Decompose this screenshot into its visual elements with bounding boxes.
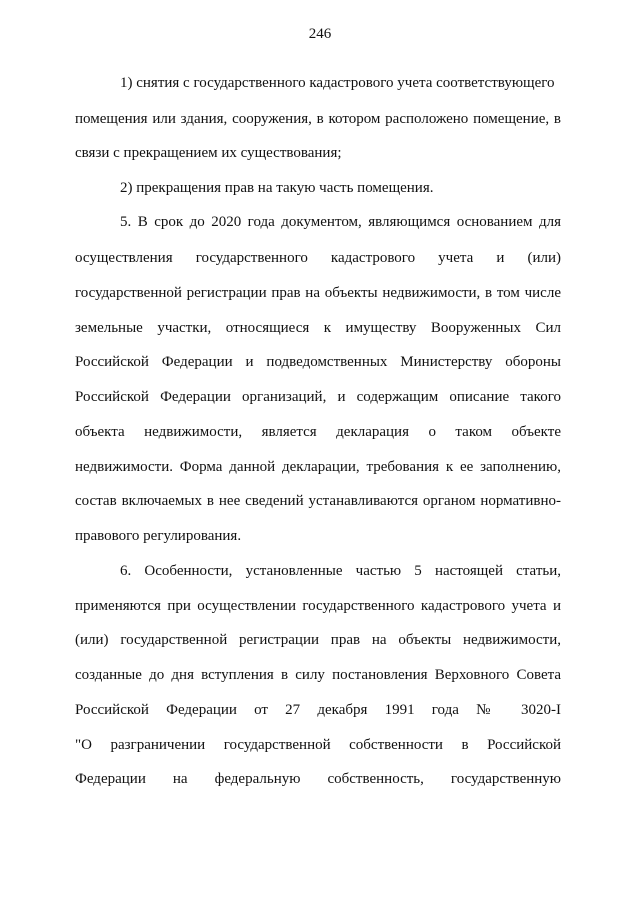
text-line: 6. Особенности, установленные частью 5 настоящей статьи, [120,563,561,579]
text-line: Российской Федерации организаций, и содержащим описание такого [75,389,561,405]
text-line: земельные участки, относящиеся к имуществу Вооруженных Сил [75,320,561,336]
text-line: связи с прекращением их существования; [75,145,342,161]
text-line: состав включаемых в нее сведений устанавливаются органом нормативно- [75,493,561,509]
text-line: Российской Федерации от 27 декабря 1991 года № 3020-I [75,702,561,718]
text-line: применяются при осуществлении государственного кадастрового учета и [75,598,561,614]
text-line: осуществления государственного кадастрового учета и (или) [75,250,561,266]
text-line: "О разграничении государственной собственности в Российской [75,737,561,753]
text-line: (или) государственной регистрации прав на объекты недвижимости, [75,632,561,648]
text-line: государственной регистрации прав на объекты недвижимости, в том числе [75,285,561,301]
page-number: 246 [308,26,332,42]
text-line: помещения или здания, сооружения, в котором расположено помещение, в [75,111,561,127]
text-line: недвижимости. Форма данной декларации, требования к ее заполнению, [75,459,561,475]
text-line: 5. В срок до 2020 года документом, являющимся основанием для [120,214,561,230]
text-line: 1) снятия с государственного кадастрового учета соответствующего [120,75,555,91]
text-line: 2) прекращения прав на такую часть помещения. [120,180,434,196]
text-line: созданные до дня вступления в силу постановления Верховного Совета [75,667,561,683]
text-line: Федерации на федеральную собственность, государственную [75,771,561,787]
text-line: правового регулирования. [75,528,242,544]
text-line: объекта недвижимости, является декларация о таком объекте [75,424,561,440]
text-line: Российской Федерации и подведомственных Министерству обороны [75,354,561,370]
